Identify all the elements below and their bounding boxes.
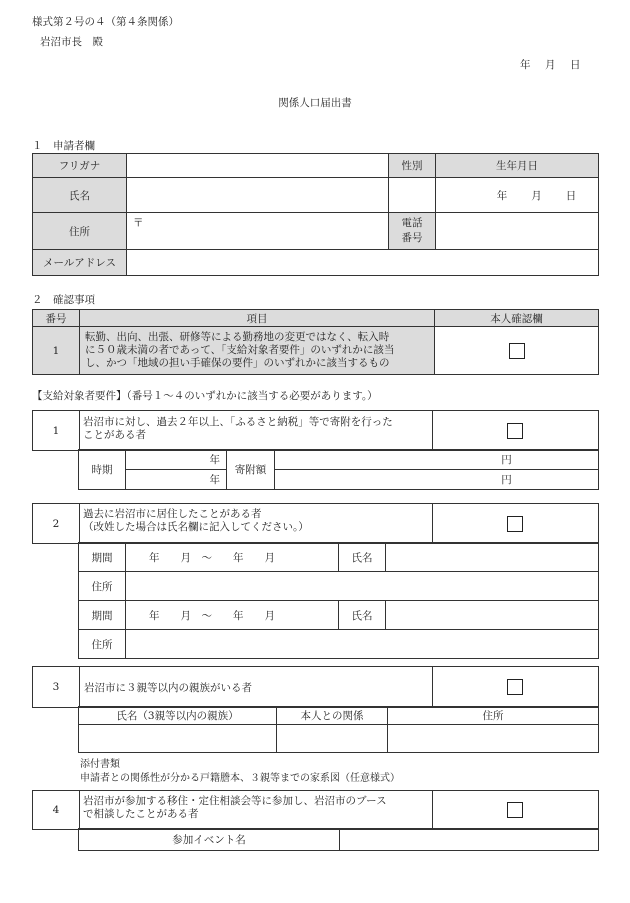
req3-number: 3 xyxy=(32,666,80,708)
postal-mark: 〒 xyxy=(133,217,144,229)
req4-text: 岩沼市が参加する移住・定住相談会等に参加し、岩沼市のブース で相談したことがある者 xyxy=(78,790,433,830)
applicant-table xyxy=(32,153,599,276)
period-label-1: 期間 xyxy=(79,543,126,572)
row-no: 1 xyxy=(33,327,80,375)
address-input[interactable] xyxy=(127,213,389,250)
email-label: メールアドレス xyxy=(33,250,127,276)
relation-header: 本人との関係 xyxy=(277,707,388,725)
req2-text: 過去に岩沼市に居住したことがある者 （改姓した場合は氏名欄に記入してください。） xyxy=(78,503,433,544)
donation-label: 寄附額 xyxy=(227,450,275,490)
relative-name-input[interactable] xyxy=(79,725,277,753)
address-label: 住所 xyxy=(33,213,127,250)
req4-detail-table xyxy=(78,828,599,851)
birth-input[interactable]: 年 月 日 xyxy=(436,178,599,213)
year-input-2[interactable]: 年 xyxy=(126,470,227,490)
yen-input-1[interactable]: 円 xyxy=(275,450,599,470)
section2-heading: ２ 確認事項 xyxy=(32,294,95,306)
req3-check-cell[interactable] xyxy=(432,666,599,708)
section1-heading: １ 申請者欄 xyxy=(32,140,95,152)
checkbox[interactable] xyxy=(507,516,523,532)
phone-input[interactable] xyxy=(436,213,599,250)
col-no: 番号 xyxy=(33,310,80,327)
req3-detail-table xyxy=(78,706,599,753)
name-label-2: 氏名 xyxy=(339,601,386,630)
req2-number: 2 xyxy=(32,503,80,544)
address-label-1: 住所 xyxy=(79,572,126,601)
req4-number: 4 xyxy=(32,790,80,830)
req1-number: 1 xyxy=(32,410,80,451)
name-label: 氏名 xyxy=(33,178,127,213)
addressee: 岩沼市長 殿 xyxy=(40,36,103,48)
gender-label: 性別 xyxy=(389,154,436,178)
name-label-1: 氏名 xyxy=(339,543,386,572)
year-input-1[interactable]: 年 xyxy=(126,450,227,470)
checkbox[interactable] xyxy=(507,802,523,818)
attachment-label: 添付書類 xyxy=(80,759,120,770)
name-input-1[interactable] xyxy=(386,543,599,572)
furigana-input[interactable] xyxy=(127,154,389,178)
req4-check-cell[interactable] xyxy=(432,790,599,830)
confirm-checkbox-cell[interactable] xyxy=(435,327,599,375)
page-title: 関係人口届出書 xyxy=(278,97,352,109)
event-name-label: 参加イベント名 xyxy=(79,829,340,851)
relative-name-header: 氏名（3親等以内の親族） xyxy=(79,707,277,725)
col-check: 本人確認欄 xyxy=(435,310,599,327)
relation-input[interactable] xyxy=(277,725,388,753)
name-input[interactable] xyxy=(127,178,389,213)
checkbox[interactable] xyxy=(507,679,523,695)
req2-detail-table xyxy=(78,542,599,659)
req3-text: 岩沼市に３親等以内の親族がいる者 xyxy=(78,666,433,708)
form-number: 様式第２号の４（第４条関係） xyxy=(32,16,179,28)
address-label-2: 住所 xyxy=(79,630,126,659)
furigana-label: フリガナ xyxy=(33,154,127,178)
period-input-1[interactable]: 年 月 ～ 年 月 xyxy=(126,543,339,572)
period-input-2[interactable]: 年 月 ～ 年 月 xyxy=(126,601,339,630)
email-input[interactable] xyxy=(127,250,599,276)
checkbox[interactable] xyxy=(507,423,523,439)
requirements-heading: 【支給対象者要件】（番号１～４のいずれかに該当する必要があります。） xyxy=(32,390,378,402)
period-label-2: 期間 xyxy=(79,601,126,630)
req1-text: 岩沼市に対し、過去２年以上、「ふるさと納税」等で寄附を行った ことがある者 xyxy=(78,410,433,451)
relative-address-header: 住所 xyxy=(388,707,599,725)
period-label: 時期 xyxy=(79,450,126,490)
event-name-input[interactable] xyxy=(340,829,599,851)
req1-check-cell[interactable] xyxy=(432,410,599,451)
col-item: 項目 xyxy=(80,310,435,327)
row-item: 転勤、出向、出張、研修等による勤務地の変更ではなく、転入時 に５０歳未満の者であって、「支給対象者要件」のいずれかに該当 し、かつ「地域の担い手確保の要件」のいずれかに該当するもの xyxy=(80,327,435,375)
attachment-text: 申請者との関係性が分かる戸籍謄本、３親等までの家系図（任意様式） xyxy=(80,773,400,784)
birth-label: 生年月日 xyxy=(436,154,599,178)
address-input-2[interactable] xyxy=(126,630,599,659)
req2-check-cell[interactable] xyxy=(432,503,599,544)
date-line: 年 月 日 xyxy=(520,59,583,71)
name-input-2[interactable] xyxy=(386,601,599,630)
confirmation-table xyxy=(32,309,599,375)
yen-input-2[interactable]: 円 xyxy=(275,470,599,490)
req1-detail-table xyxy=(78,449,599,490)
relative-address-input[interactable] xyxy=(388,725,599,753)
phone-label: 電話 番号 xyxy=(389,213,436,250)
gender-input[interactable] xyxy=(389,178,436,213)
checkbox[interactable] xyxy=(509,343,525,359)
address-input-1[interactable] xyxy=(126,572,599,601)
